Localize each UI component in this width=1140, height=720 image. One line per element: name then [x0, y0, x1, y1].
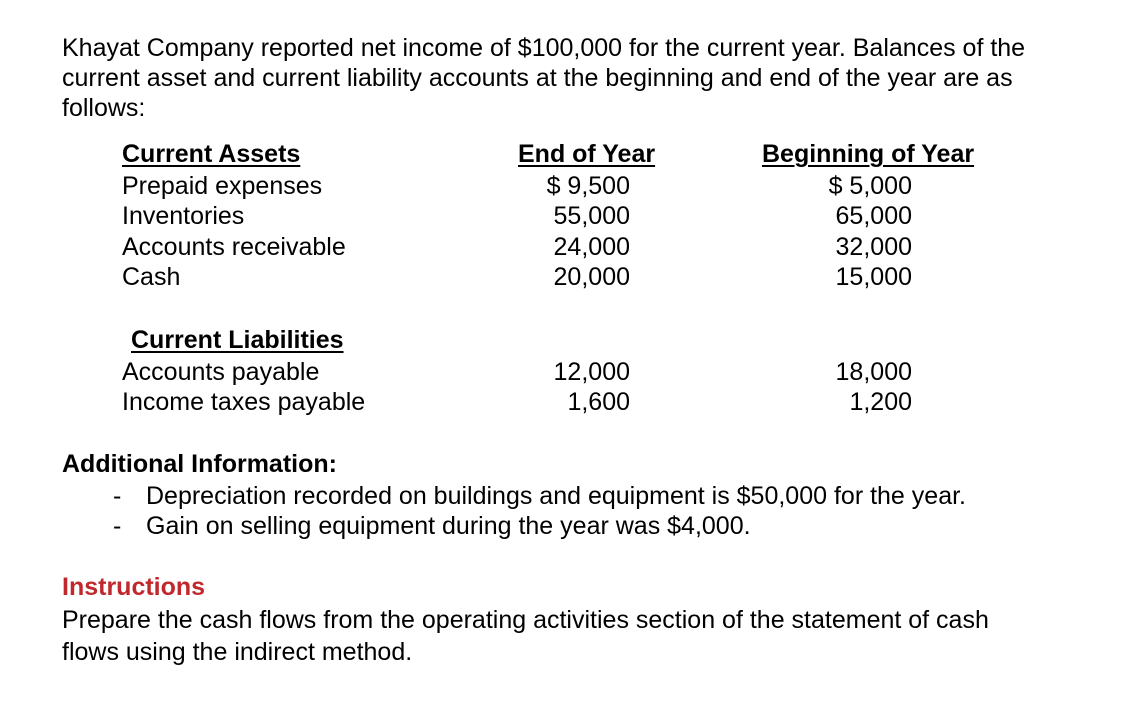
intro-line-2: current asset and current liability accounts at the beginning and end of the year are as — [62, 64, 1013, 92]
asset-begin-value: 32,000 — [835, 233, 912, 261]
intro-line-1: Khayat Company reported net income of $100,000 for the current year. Balances of the — [62, 34, 1026, 62]
asset-begin-value: 65,000 — [835, 202, 912, 230]
asset-begin-value: $ 5,000 — [828, 172, 912, 200]
intro-line-3: follows: — [62, 94, 146, 122]
asset-end-value: 55,000 — [553, 202, 630, 230]
additional-information-title: Additional Information: — [62, 450, 337, 478]
liability-end-value: 1,600 — [567, 388, 630, 416]
asset-label: Prepaid expenses — [122, 172, 323, 200]
liability-begin-value: 18,000 — [835, 358, 912, 386]
end-of-year-header: End of Year — [518, 140, 656, 168]
asset-end-value: 24,000 — [553, 233, 630, 261]
beginning-of-year-header: Beginning of Year — [762, 140, 975, 168]
bullet-dash: - — [113, 512, 122, 540]
asset-end-value: 20,000 — [553, 263, 630, 291]
instructions-line-2: flows using the indirect method. — [62, 638, 413, 666]
instructions-title: Instructions — [62, 573, 206, 601]
asset-begin-value: 15,000 — [835, 263, 912, 291]
intro-paragraph — [62, 33, 1122, 123]
liability-label: Income taxes payable — [122, 388, 366, 416]
liability-label: Accounts payable — [122, 358, 320, 386]
asset-label: Accounts receivable — [122, 233, 346, 261]
additional-info-item: Depreciation recorded on buildings and equipment is $50,000 for the year. — [146, 482, 966, 510]
liability-begin-value: 1,200 — [849, 388, 912, 416]
current-assets-header: Current Assets — [122, 140, 301, 168]
asset-end-value: $ 9,500 — [546, 172, 630, 200]
current-liabilities-header: Current Liabilities — [131, 326, 344, 354]
bullet-dash: - — [113, 482, 122, 510]
asset-label: Cash — [122, 263, 181, 291]
asset-label: Inventories — [122, 202, 245, 230]
liability-end-value: 12,000 — [553, 358, 630, 386]
instructions-line-1: Prepare the cash flows from the operating activities section of the statement of cash — [62, 606, 989, 634]
additional-info-item: Gain on selling equipment during the year was $4,000. — [146, 512, 751, 540]
